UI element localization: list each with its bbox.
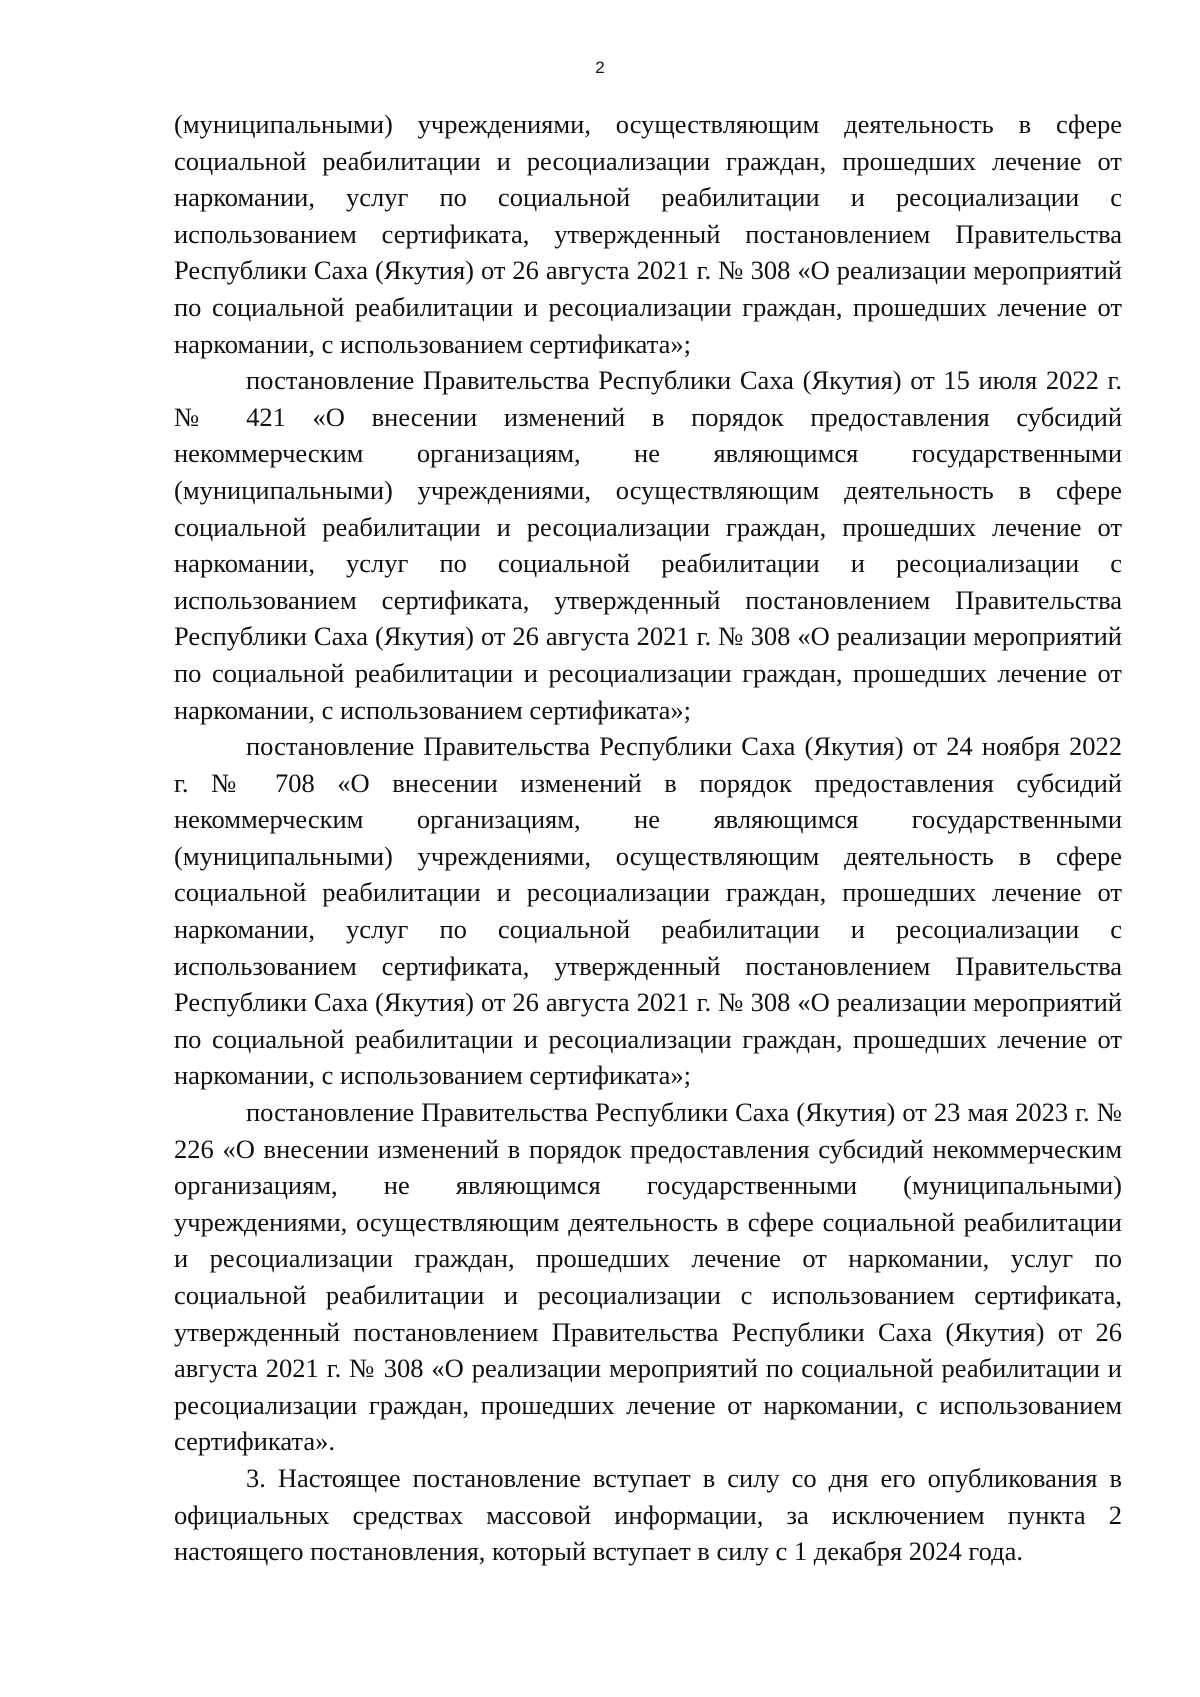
document-body — [174, 106, 1122, 1570]
page-number: 2 — [595, 58, 605, 77]
paragraph-resolution-421: постановление Правительства Республики Саха (Якутия) от 15 июля 2022 г. № 421 «О внесении изменений в порядок предоставления субсидий некоммерческим организациям, не являющимся государственными (муниципальными) учреждениями, осуществляющим деятельность в сфере социальной реабилитации и ресоциализации граждан, прошедших лечение от наркомании, услуг по социальной реабилитации и ресоциализации с использованием сертификата, утвержденный постановлением Правительства Республики Саха (Якутия) от 26 августа 2021 г. № 308 «О реализации мероприятий по социальной реабилитации и ресоциализации граждан, прошедших лечение от наркомании, с использованием сертификата»; — [174, 365, 1122, 725]
paragraph-resolution-708: постановление Правительства Республики Саха (Якутия) от 24 ноября 2022 г. № 708 «О внесении изменений в порядок предоставления субсидий некоммерческим организациям, не являющимся государственными (муниципальными) учреждениями, осуществляющим деятельность в сфере социальной реабилитации и ресоциализации граждан, прошедших лечение от наркомании, услуг по социальной реабилитации и ресоциализации с использованием сертификата, утвержденный постановлением Правительства Республики Саха (Якутия) от 26 августа 2021 г. № 308 «О реализации мероприятий по социальной реабилитации и ресоциализации граждан, прошедших лечение от наркомании, с использованием сертификата»; — [174, 731, 1122, 1091]
paragraph-clause-3: 3. Настоящее постановление вступает в силу со дня его опубликования в официальных средствах массовой информации, за исключением пункта 2 настоящего постановления, который вступает в силу с 1 декабря 2024 года. — [174, 1462, 1122, 1567]
paragraph-resolution-226: постановление Правительства Республики Саха (Якутия) от 23 мая 2023 г. № 226 «О внесении изменений в порядок предоставления субсидий некоммерческим организациям, не являющимся государственными (муниципальными) учреждениями, осуществляющим деятельность в сфере социальной реабилитации и ресоциализации граждан, прошедших лечение от наркомании, услуг по социальной реабилитации и ресоциализации с использованием сертификата, утвержденный постановлением Правительства Республики Саха (Якутия) от 26 августа 2021 г. № 308 «О реализации мероприятий по социальной реабилитации и ресоциализации граждан, прошедших лечение от наркомании, с использованием сертификата». — [174, 1097, 1122, 1457]
paragraph-continuation: (муниципальными) учреждениями, осуществляющим деятельность в сфере социальной реабилитации и ресоциализации граждан, прошедших лечение от наркомании, услуг по социальной реабилитации и ресоциализации с использованием сертификата, утвержденный постановлением Правительства Республики Саха (Якутия) от 26 августа 2021 г. № 308 «О реализации мероприятий по социальной реабилитации и ресоциализации граждан, прошедших лечение от наркомании, с использованием сертификата»; — [174, 109, 1122, 359]
